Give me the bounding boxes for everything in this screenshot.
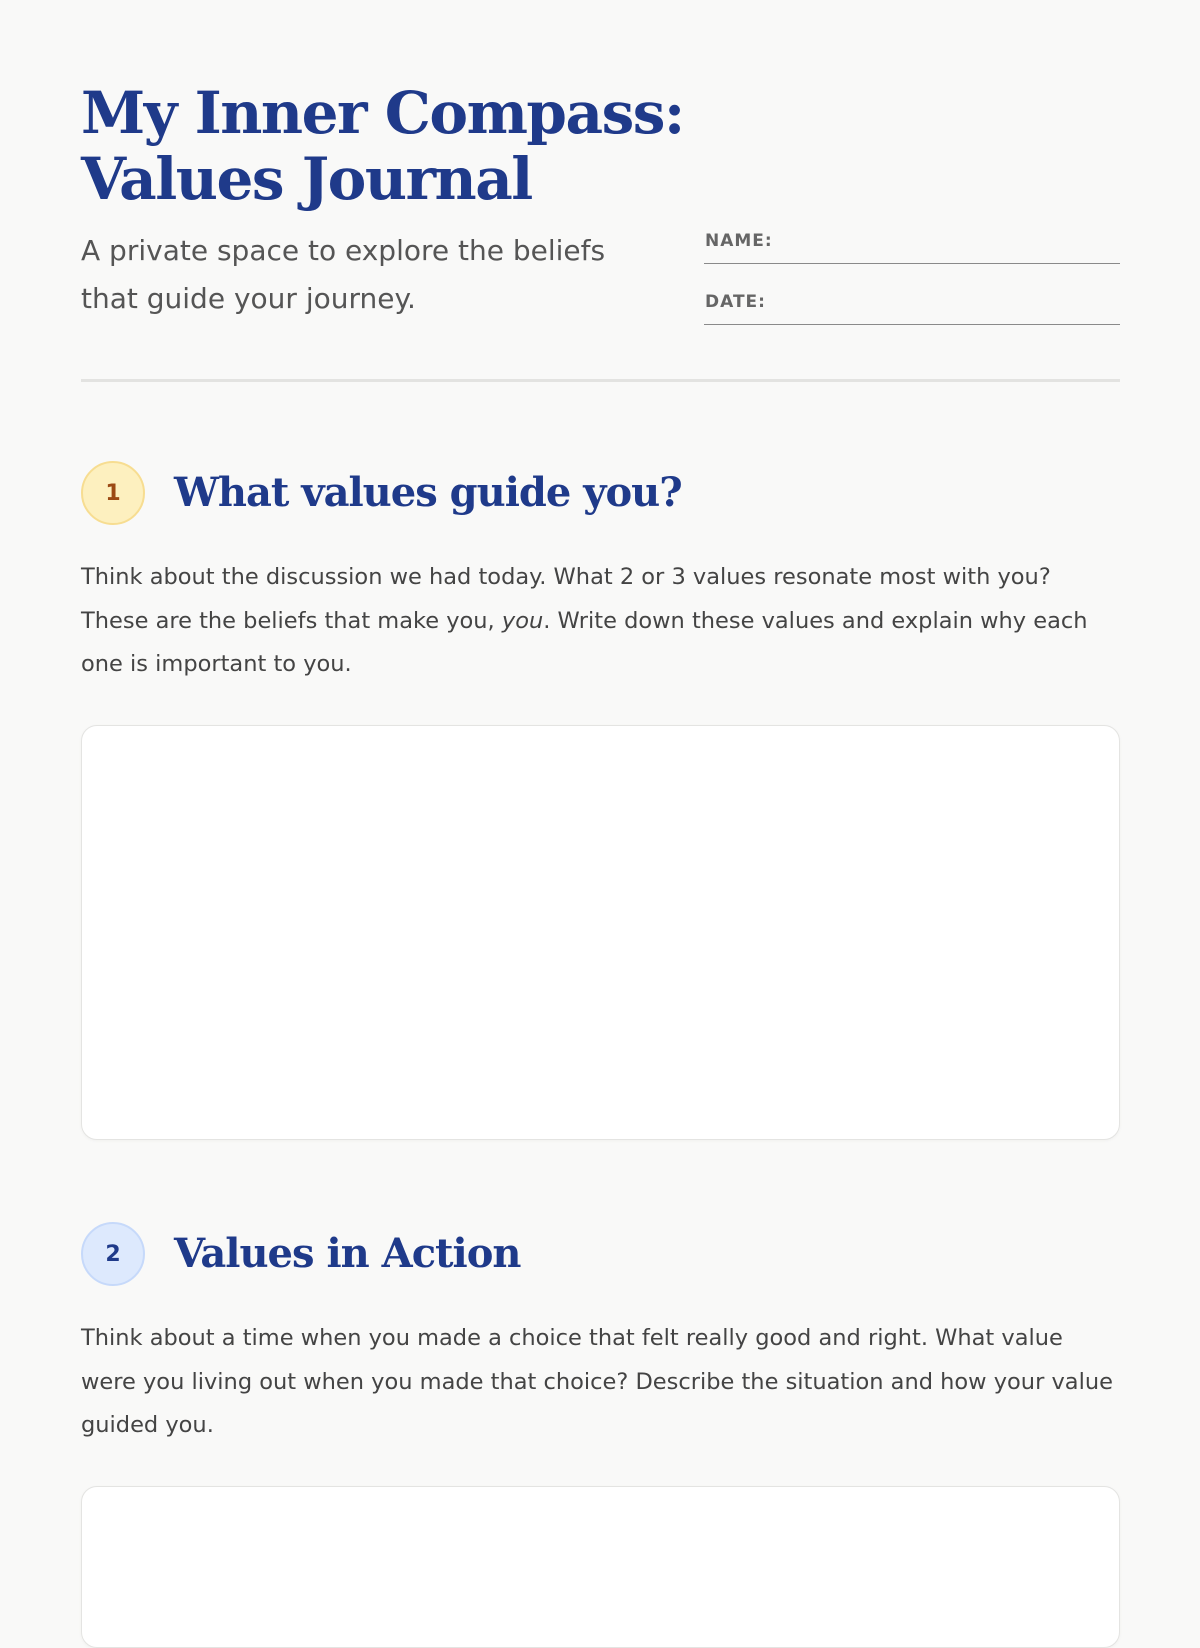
answer-textarea-values[interactable] xyxy=(81,725,1120,1140)
section-title: Values in Action xyxy=(174,1230,521,1277)
section-prompt xyxy=(81,556,1120,687)
page-subtitle: A private space to explore the beliefs that guide your journey. xyxy=(81,234,606,315)
section-prompt: Think about a time when you made a choice that felt really good and right. What value were you living out when you made that choice? Describe the situation and how your value guided you. xyxy=(81,1325,1113,1438)
prompt-text-end: . Write down these values and explain why each one is important to you. xyxy=(81,607,1088,677)
date-label: DATE: xyxy=(705,292,766,312)
name-label: NAME: xyxy=(705,231,773,251)
section-title: What values guide you? xyxy=(174,469,682,516)
prompt-text-start: Think about the discussion we had today. What 2 or 3 values resonate most with you? These are the beliefs that make you, xyxy=(81,564,1051,634)
header-divider xyxy=(81,379,1120,382)
section-number-badge: 1 xyxy=(81,461,145,525)
answer-textarea-action[interactable] xyxy=(81,1486,1120,1648)
prompt-emphasis: you xyxy=(501,607,544,634)
date-input[interactable] xyxy=(784,291,1120,323)
section-number-badge: 2 xyxy=(81,1222,145,1286)
page-title: My Inner Compass: Values Journal xyxy=(81,79,684,213)
name-field xyxy=(704,230,1120,264)
name-input[interactable] xyxy=(784,230,1120,262)
date-field xyxy=(704,291,1120,325)
